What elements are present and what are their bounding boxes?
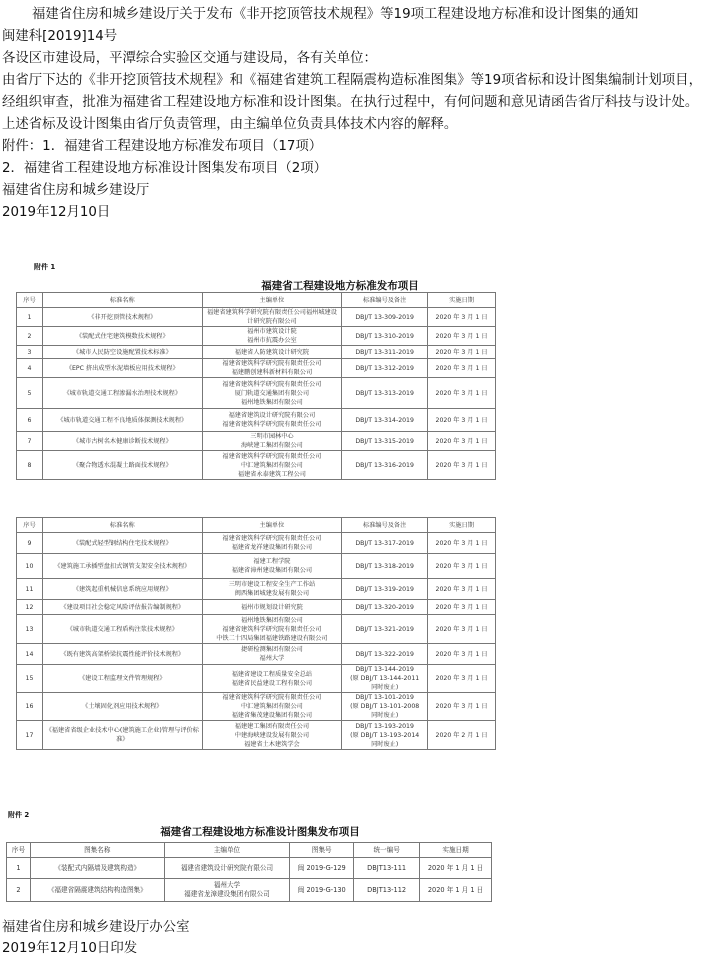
table-cell: DBJ/T 13-314-2019 (342, 409, 428, 432)
table-cell: 2020 年 3 月 1 日 (428, 378, 496, 409)
table-cell: 17 (17, 721, 43, 750)
table-row (17, 615, 496, 644)
table-cell: DBJ/T 13-315-2019 (342, 432, 428, 451)
column-header: 主编单位 (164, 843, 290, 858)
table-cell: 闽 2019-G-130 (290, 879, 354, 902)
doc-number: 闽建科[2019]14号 (2, 29, 118, 44)
table-cell: 《福建省隔震建筑结构构造图集》 (30, 879, 164, 902)
column-header: 主编单位 (202, 518, 342, 533)
table-cell: 6 (17, 409, 43, 432)
table-cell: 《建筑起重机械信息系统应用规程》 (42, 579, 202, 600)
table-cell: 《城市人民防空设施配置技术标准》 (42, 346, 202, 359)
table-cell: 14 (17, 644, 43, 665)
table-cell: 福建省人防建筑设计研究院 (202, 346, 342, 359)
table-cell: 三明市园林中心 海峡建工集团有限公司 (202, 432, 342, 451)
table-cell: 2020 年 3 月 1 日 (428, 346, 496, 359)
table-cell: 8 (17, 451, 43, 480)
table-cell: 2 (17, 327, 43, 346)
table-cell: 《装配式轻型钢结构住宅技术规程》 (42, 533, 202, 554)
table-cell: 《土壤固化剂应用技术规程》 (42, 693, 202, 721)
table-row (17, 665, 496, 693)
notice-title: 福建省住房和城乡建设厅关于发布《非开挖顶管技术规程》等19项工程建设地方标准和设计图集的通知 (32, 7, 639, 22)
table-cell: 《城市轨道交通工程渗漏水治理技术规程》 (42, 378, 202, 409)
table-cell: DBJ/T 13-312-2019 (342, 359, 428, 378)
table-cell: DBJT13-112 (354, 879, 420, 902)
table-header-row (17, 518, 496, 533)
column-header: 实施日期 (428, 518, 496, 533)
table-row (7, 858, 492, 879)
table-cell: 福建省建筑设计研究院有限公司 (164, 858, 290, 879)
table-cell: 2020 年 3 月 1 日 (428, 432, 496, 451)
table-cell: DBJ/T 13-322-2019 (342, 644, 428, 665)
table-cell: 2020 年 3 月 1 日 (428, 665, 496, 693)
recipients: 各设区市建设局，平潭综合实验区交通与建设局，各有关单位： (2, 51, 377, 66)
table-cell: 福州大学 福建省龙漳建设集团有限公司 (164, 879, 290, 902)
table-cell: 4 (17, 359, 43, 378)
atlas-table (6, 842, 492, 902)
column-header: 序号 (17, 293, 43, 308)
table-cell: 1 (7, 858, 31, 879)
table-cell: DBJ/T 13-311-2019 (342, 346, 428, 359)
table-cell: 2020 年 1 月 1 日 (420, 879, 492, 902)
table-cell: 13 (17, 615, 43, 644)
table-cell: DBJ/T 13-318-2019 (342, 554, 428, 579)
table-cell: 《建筑施工承插型盘扣式钢管支架安全技术规程》 (42, 554, 202, 579)
column-header: 序号 (17, 518, 43, 533)
table-cell: DBJ/T 13-319-2019 (342, 579, 428, 600)
table-cell: 1 (17, 308, 43, 327)
table-cell: 9 (17, 533, 43, 554)
table-cell: 2020 年 2 月 1 日 (428, 721, 496, 750)
table-cell: DBJ/T 13-321-2019 (342, 615, 428, 644)
footer-printed-date: 2019年12月10日印发 (2, 941, 138, 956)
table-row (17, 644, 496, 665)
table-cell: 《建设工程监理文件管理规程》 (42, 665, 202, 693)
table2-title: 福建省工程建设地方标准设计图集发布项目 (160, 826, 360, 838)
column-header: 标准编号及备注 (342, 518, 428, 533)
table-cell: 16 (17, 693, 43, 721)
table-cell: 《城市轨道交通工程盾构注浆技术规程》 (42, 615, 202, 644)
attachment-1: 附件：1．福建省工程建设地方标准发布项目（17项） (2, 139, 323, 154)
table-row (17, 346, 496, 359)
standards-table-part2 (16, 517, 496, 750)
table-row (17, 721, 496, 750)
table-cell: 福建省建筑科学研究院有限责任公司福州城建设计研究院有限公司 (202, 308, 342, 327)
table-cell: 《福建省省级企业技术中心(建筑施工企业)管理与评价标准》 (42, 721, 202, 750)
table-cell: 福建建工集团有限责任公司 中建海峡建设发展有限公司 福建省土木建筑学会 (202, 721, 342, 750)
table-cell: 15 (17, 665, 43, 693)
table-row (17, 554, 496, 579)
table-cell: 福建省建筑科学研究院有限责任公司 福建省龙祥建设集团有限公司 (202, 533, 342, 554)
table-cell: DBJ/T 13-316-2019 (342, 451, 428, 480)
table-cell: DBJ/T 13-101-2019 (原 DBJ/T 13-101-2008 同时废止) (342, 693, 428, 721)
table-row (17, 409, 496, 432)
table-cell: 《城市轨道交通工程不良地质体探测技术规程》 (42, 409, 202, 432)
table-cell: 福州市规划设计研究院 (202, 600, 342, 615)
table-header-row (17, 293, 496, 308)
table-cell: 2020 年 3 月 1 日 (428, 579, 496, 600)
column-header: 实施日期 (420, 843, 492, 858)
table-cell: 捷研检测集团有限公司 福州大学 (202, 644, 342, 665)
footer-office: 福建省住房和城乡建设厅办公室 (2, 920, 190, 935)
table-cell: 2020 年 3 月 1 日 (428, 615, 496, 644)
column-header: 标准名称 (42, 518, 202, 533)
issuer: 福建省住房和城乡建设厅 (2, 183, 150, 198)
column-header: 图集号 (290, 843, 354, 858)
table-cell: 2020 年 3 月 1 日 (428, 359, 496, 378)
column-header: 图集名称 (30, 843, 164, 858)
table-cell: 《EPC 挤出成型水泥墙板应用技术规程》 (42, 359, 202, 378)
column-header: 标准编号及备注 (342, 293, 428, 308)
table-cell: 福建省建筑科学研究院有限责任公司 福建鹏创建科新材料有限公司 (202, 359, 342, 378)
table-cell: 福建工程学院 福建省漳州建设集团有限公司 (202, 554, 342, 579)
table-cell: 《城市古树名木健康诊断技术规程》 (42, 432, 202, 451)
table-header-row (7, 843, 492, 858)
attachment-2: 2．福建省工程建设地方标准设计图集发布项目（2项） (2, 161, 328, 176)
table-cell: 2020 年 3 月 1 日 (428, 327, 496, 346)
table-cell: 《建设项目社会稳定风险评估报告编制规程》 (42, 600, 202, 615)
table-row (17, 359, 496, 378)
table-cell: 2020 年 1 月 1 日 (420, 858, 492, 879)
column-header: 序号 (7, 843, 31, 858)
table-cell: 2020 年 3 月 1 日 (428, 693, 496, 721)
table-cell: 闽 2019-G-129 (290, 858, 354, 879)
table-cell: 2020 年 3 月 1 日 (428, 600, 496, 615)
table-cell: 福建省建筑科学研究院有限责任公司 中汇建筑集团有限公司 福建省集茂建设集团有限公司 (202, 693, 342, 721)
table-cell: 福州地铁集团有限公司 福建省建筑科学研究院有限责任公司 中铁二十四局集团福建铁路建设有限公司 (202, 615, 342, 644)
body-paragraph: 由省厅下达的《非开挖顶管技术规程》和《福建省建筑工程隔震构造标准图集》等19项省标和设计图集编制计划项目，经组织审查，批准为福建省工程建设地方标准和设计图集。在执行过程中，有何问题和意见请函告省厅科技与设计处。 (2, 73, 702, 110)
table-cell: 2020 年 3 月 1 日 (428, 409, 496, 432)
column-header: 统一编号 (354, 843, 420, 858)
table-row (17, 579, 496, 600)
table-row (17, 308, 496, 327)
table-row (17, 693, 496, 721)
table-cell: DBJ/T 13-313-2019 (342, 378, 428, 409)
table-cell: 11 (17, 579, 43, 600)
table-cell: 10 (17, 554, 43, 579)
table-cell: 12 (17, 600, 43, 615)
column-header: 主编单位 (202, 293, 342, 308)
column-header: 实施日期 (428, 293, 496, 308)
table-cell: 2 (7, 879, 31, 902)
body-paragraph-2: 上述省标及设计图集由省厅负责管理，由主编单位负责具体技术内容的解释。 (2, 117, 458, 132)
table-cell: 《聚合物透水混凝土路面技术规程》 (42, 451, 202, 480)
issue-date: 2019年12月10日 (2, 205, 111, 220)
table-cell: DBJ/T 13-317-2019 (342, 533, 428, 554)
table-row (17, 451, 496, 480)
table-cell: DBJT13-111 (354, 858, 420, 879)
table-cell: 2020 年 3 月 1 日 (428, 554, 496, 579)
table-cell: 《装配式内隔墙及建筑构造》 (30, 858, 164, 879)
table-cell: DBJ/T 13-193-2019 (原 DBJ/T 13-193-2014 同时废止) (342, 721, 428, 750)
table-cell: DBJ/T 13-310-2019 (342, 327, 428, 346)
table-cell: 福建省建筑科学研究院有限责任公司 厦门轨道交通集团有限公司 福州地铁集团有限公司 (202, 378, 342, 409)
table-cell: 5 (17, 378, 43, 409)
table-cell: 福建省建筑科学研究院有限责任公司 中汇建筑集团有限公司 福建省永泰建筑工程公司 (202, 451, 342, 480)
table-cell: 《装配式住宅建筑模数技术规程》 (42, 327, 202, 346)
table-cell: 3 (17, 346, 43, 359)
table1-title: 福建省工程建设地方标准发布项目 (261, 280, 419, 292)
attachment-2-label: 附件 2 (8, 811, 30, 819)
table-row (17, 600, 496, 615)
table-cell: 2020 年 3 月 1 日 (428, 644, 496, 665)
table-cell: DBJ/T 13-309-2019 (342, 308, 428, 327)
standards-table-part1 (16, 292, 496, 480)
column-header: 标准名称 (42, 293, 202, 308)
table-cell: 《非开挖顶管技术规程》 (42, 308, 202, 327)
table-cell: 三明市建设工程安全生产工作站 闽西集团城建发展有限公司 (202, 579, 342, 600)
table-row (17, 327, 496, 346)
table-row (17, 432, 496, 451)
table-cell: 2020 年 3 月 1 日 (428, 308, 496, 327)
table-row (7, 879, 492, 902)
table-row (17, 533, 496, 554)
table-cell: DBJ/T 13-144-2019 (原 DBJ/T 13-144-2011 同时废止) (342, 665, 428, 693)
table-cell: DBJ/T 13-320-2019 (342, 600, 428, 615)
table-cell: 2020 年 3 月 1 日 (428, 533, 496, 554)
table-cell: 《既有建筑高架桥梁抗震性能评价技术规程》 (42, 644, 202, 665)
table-cell: 福建省建筑设计研究院有限公司 福建省建筑科学研究院有限责任公司 (202, 409, 342, 432)
document (0, 0, 718, 224)
table-row (17, 378, 496, 409)
attachment-1-label: 附件 1 (34, 263, 56, 271)
table-cell: 福建省建设工程质量安全总站 福建省民益建设工程有限公司 (202, 665, 342, 693)
table-cell: 7 (17, 432, 43, 451)
table-cell: 福州市建筑设计院 福州市抗震办公室 (202, 327, 342, 346)
table-cell: 2020 年 3 月 1 日 (428, 451, 496, 480)
